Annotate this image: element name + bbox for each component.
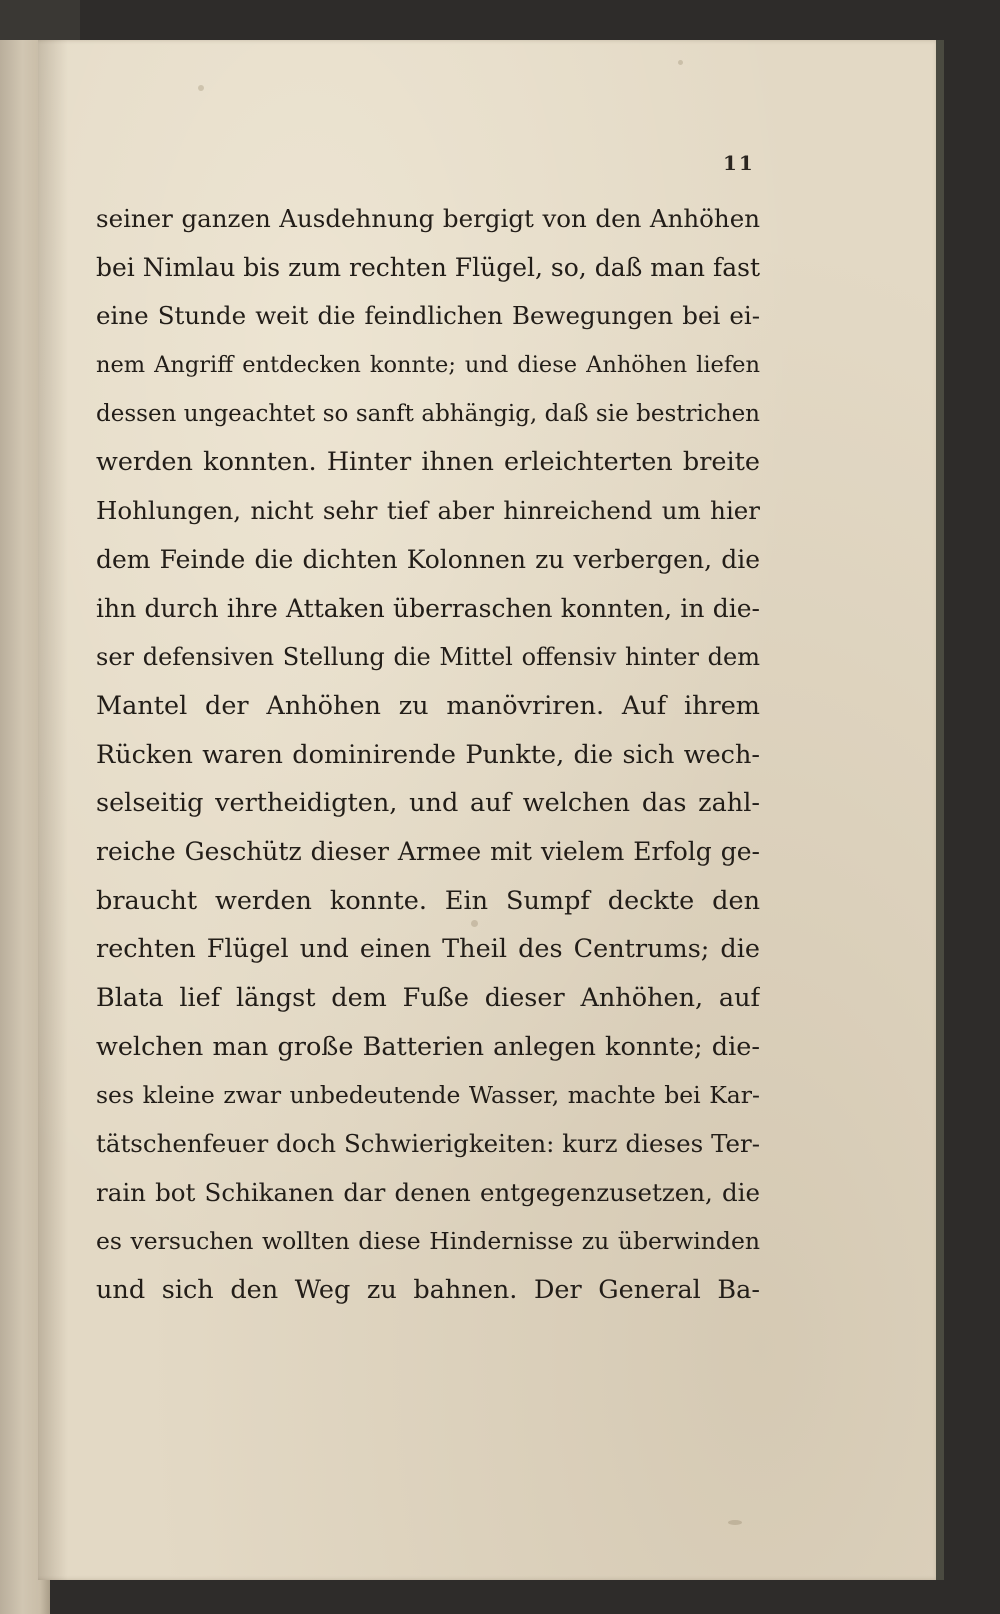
text-line: Blata lief längst dem Fuße dieser Anhöhen, auf — [96, 983, 760, 1013]
text-line: und sich den Weg zu bahnen. Der General Ba- — [96, 1275, 760, 1306]
text-line: Rücken waren dominirende Punkte, die sich wech- — [96, 739, 760, 770]
text-line: rechten Flügel und einen Theil des Centrums; die — [96, 934, 760, 965]
body-text — [96, 195, 760, 1315]
text-line: reiche Geschütz dieser Armee mit vielem Erfolg ge- — [96, 836, 760, 866]
page-number: 11 — [723, 151, 755, 175]
text-line: Mantel der Anhöhen zu manövriren. Auf ihrem — [96, 690, 760, 721]
text-line: Hohlungen, nicht sehr tief aber hinreichend um hier — [96, 496, 760, 526]
scan-background-corner — [0, 0, 80, 40]
text-line: seiner ganzen Ausdehnung bergigt von den Anhöhen — [96, 204, 760, 233]
text-line: welchen man große Batterien anlegen konnte; die- — [96, 1031, 760, 1062]
text-line: braucht werden konnte. Ein Sumpf deckte den — [96, 885, 760, 916]
text-line: ihn durch ihre Attaken überraschen konnten, in die- — [96, 593, 760, 623]
paper-stain — [198, 85, 204, 91]
text-line: rain bot Schikanen dar denen entgegenzusetzen, die — [96, 1177, 760, 1207]
text-line: ses kleine zwar unbedeutende Wasser, machte bei Kar- — [96, 1081, 760, 1110]
text-line: tätschenfeuer doch Schwierigkeiten: kurz dieses Ter- — [96, 1129, 760, 1159]
text-line: nem Angriff entdecken konnte; und diese Anhöhen liefen — [96, 352, 760, 379]
text-line: es versuchen wollten diese Hindernisse zu überwinden — [96, 1227, 760, 1256]
text-line: eine Stunde weit die feindlichen Bewegungen bei ei- — [96, 301, 760, 331]
text-line: selseitig vertheidigten, und auf welchen das zahl- — [96, 788, 760, 819]
text-line: werden konnten. Hinter ihnen erleichterten breite — [96, 447, 760, 478]
paper-stain — [728, 1520, 742, 1525]
text-line: dem Feinde die dichten Kolonnen zu verbergen, die — [96, 544, 760, 574]
paper-stain — [678, 60, 683, 65]
text-line: bei Nimlau bis zum rechten Flügel, so, daß man fast — [96, 252, 760, 282]
text-line: ser defensiven Stellung die Mittel offensiv hinter dem — [96, 643, 760, 672]
page-right-edge — [936, 40, 944, 1580]
text-line: dessen ungeachtet so sanft abhängig, daß sie bestrichen — [96, 400, 760, 427]
